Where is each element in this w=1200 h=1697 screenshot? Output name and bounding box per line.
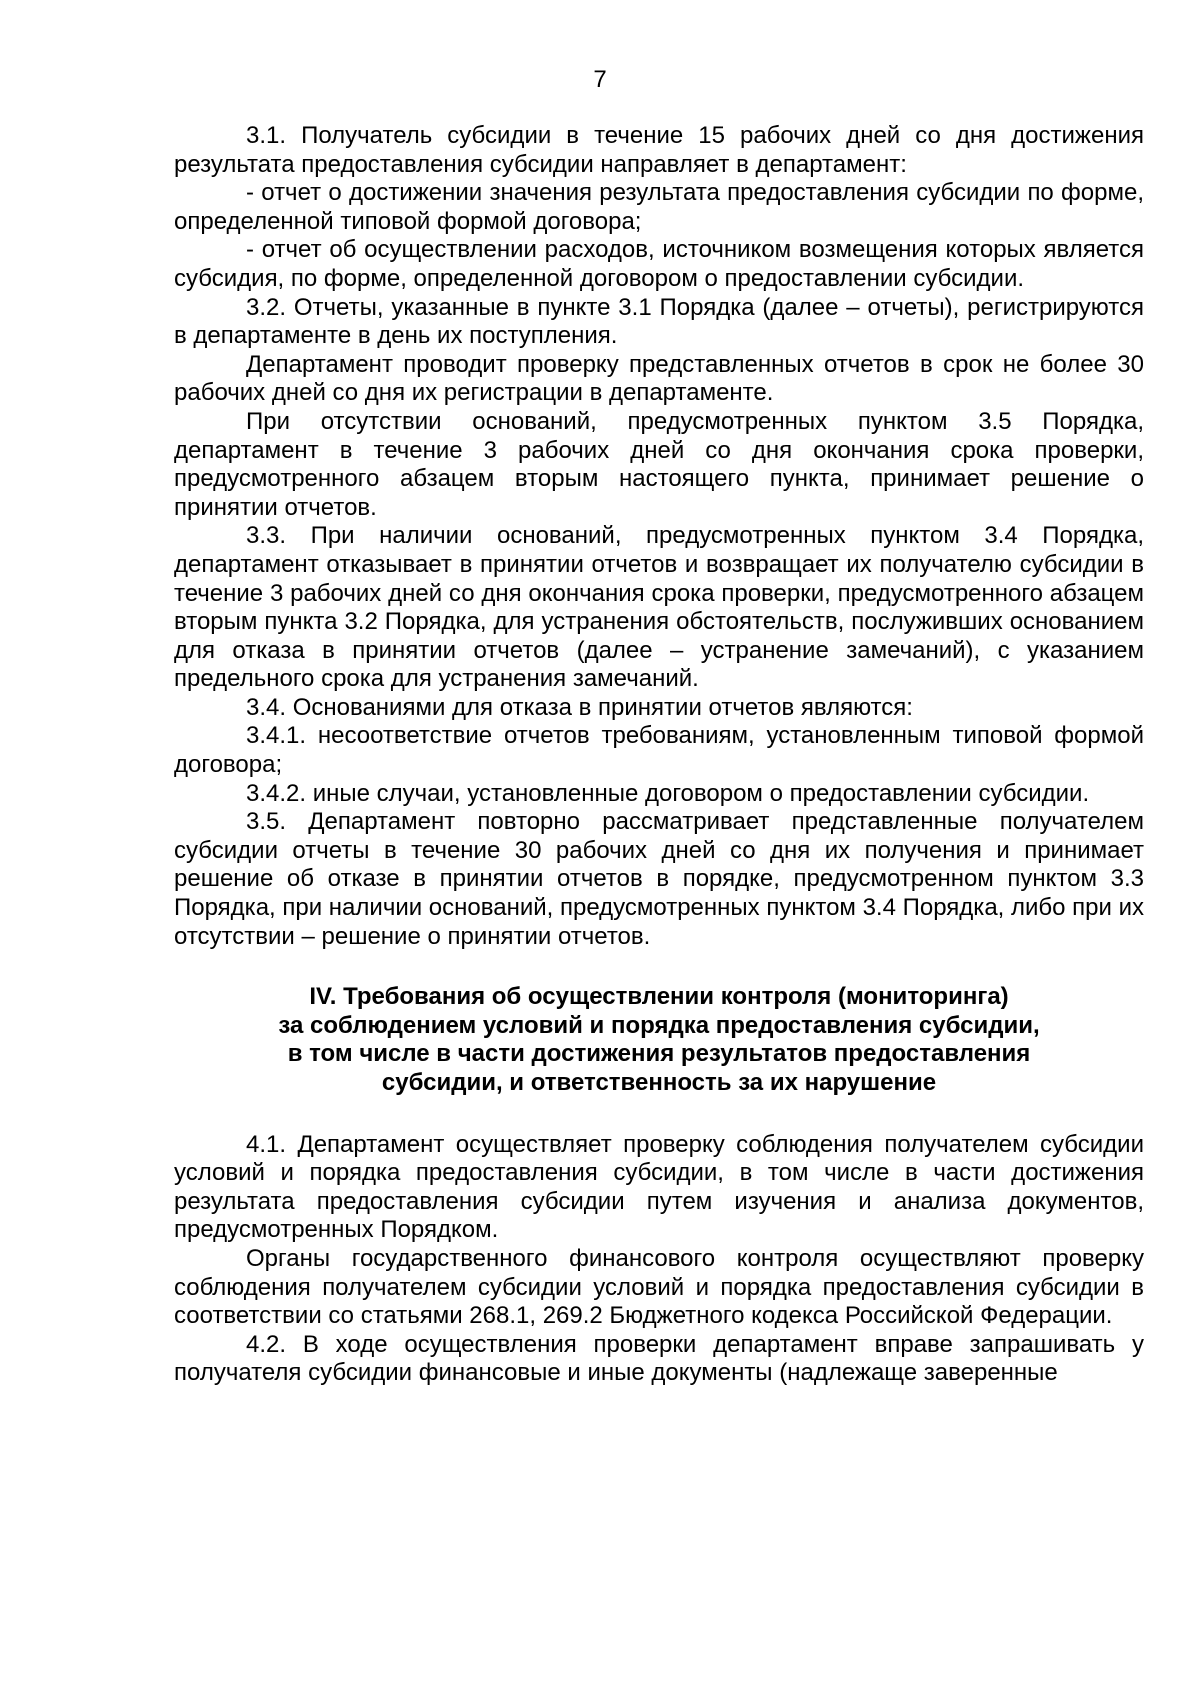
paragraph-4-2: 4.2. В ходе осуществления проверки департамент вправе запрашивать у получателя субсидии финансовые и иные документы (надлежаще заверенные [174, 1330, 1144, 1387]
paragraph-3-2: 3.2. Отчеты, указанные в пункте 3.1 Порядка (далее – отчеты), регистрируются в департаменте в день их поступления. [174, 293, 1144, 350]
paragraph-3-1: 3.1. Получатель субсидии в течение 15 рабочих дней со дня достижения результата предоставления субсидии направляет в департамент: [174, 122, 1144, 178]
paragraph-3-2-decision: При отсутствии оснований, предусмотренных пунктом 3.5 Порядка, департамент в течение 3 рабочих дней со дня окончания срока проверки, предусмотренного абзацем вторым настоящего пункта, принимает решение о принятии отчетов. [174, 407, 1144, 521]
paragraph-3-3: 3.3. При наличии оснований, предусмотренных пунктом 3.4 Порядка, департамент отказывает в принятии отчетов и возвращает их получателю субсидии в течение 3 рабочих дней со дня окончания срока проверки, предусмотренного абзацем вторым пункта 3.2 Порядка, для устранения обстоятельств, послуживших основанием для отказа в принятии отчетов (далее – устранение замечаний), с указанием предельного срока для устранения замечаний. [174, 522, 1144, 693]
paragraph-3-4-2: 3.4.2. иные случаи, установленные договором о предоставлении субсидии. [246, 779, 1090, 807]
page-number: 7 [593, 66, 607, 93]
section-heading-iv: IV. Требования об осуществлении контроля (мониторинга) за соблюдением условий и порядка предоставления субсидии, в том числе в части достижения результатов предоставления субсидии, и ответственность за их нарушение [278, 983, 1040, 1096]
paragraph-3-4: 3.4. Основаниями для отказа в принятии отчетов являются: [246, 693, 913, 721]
paragraph-3-2-check: Департамент проводит проверку представленных отчетов в срок не более 30 рабочих дней со дня их регистрации в департаменте. [174, 350, 1144, 407]
paragraph-3-1-report-expenses: - отчет об осуществлении расходов, источником возмещения которых является субсидия, по форме, определенной договором о предоставлении субсидии. [174, 236, 1144, 292]
paragraph-3-5: 3.5. Департамент повторно рассматривает представленные получателем субсидии отчеты в течение 30 рабочих дней со дня их получения и принимает решение об отказе в принятии отчетов в порядке, предусмотренном пунктом 3.3 Порядка, при наличии оснований, предусмотренных пунктом 3.4 Порядка, либо при их отсутствии – решение о принятии отчетов. [174, 808, 1144, 950]
paragraph-3-4-1: 3.4.1. несоответствие отчетов требованиям, установленным типовой формой договора; [174, 722, 1144, 779]
paragraph-3-1-report-result: - отчет о достижении значения результата предоставления субсидии по форме, определенной типовой формой договора; [174, 179, 1144, 235]
paragraph-4-1-control-bodies: Органы государственного финансового контроля осуществляют проверку соблюдения получателем субсидии условий и порядка предоставления субсидии в соответствии со статьями 268.1, 269.2 Бюджетного кодекса Российской Федерации. [174, 1244, 1144, 1330]
document-body [174, 122, 1144, 1388]
paragraph-4-1: 4.1. Департамент осуществляет проверку соблюдения получателем субсидии условий и порядка предоставления субсидии, в том числе в части достижения результата предоставления субсидии путем изучения и анализа документов, предусмотренных Порядком. [174, 1130, 1144, 1244]
